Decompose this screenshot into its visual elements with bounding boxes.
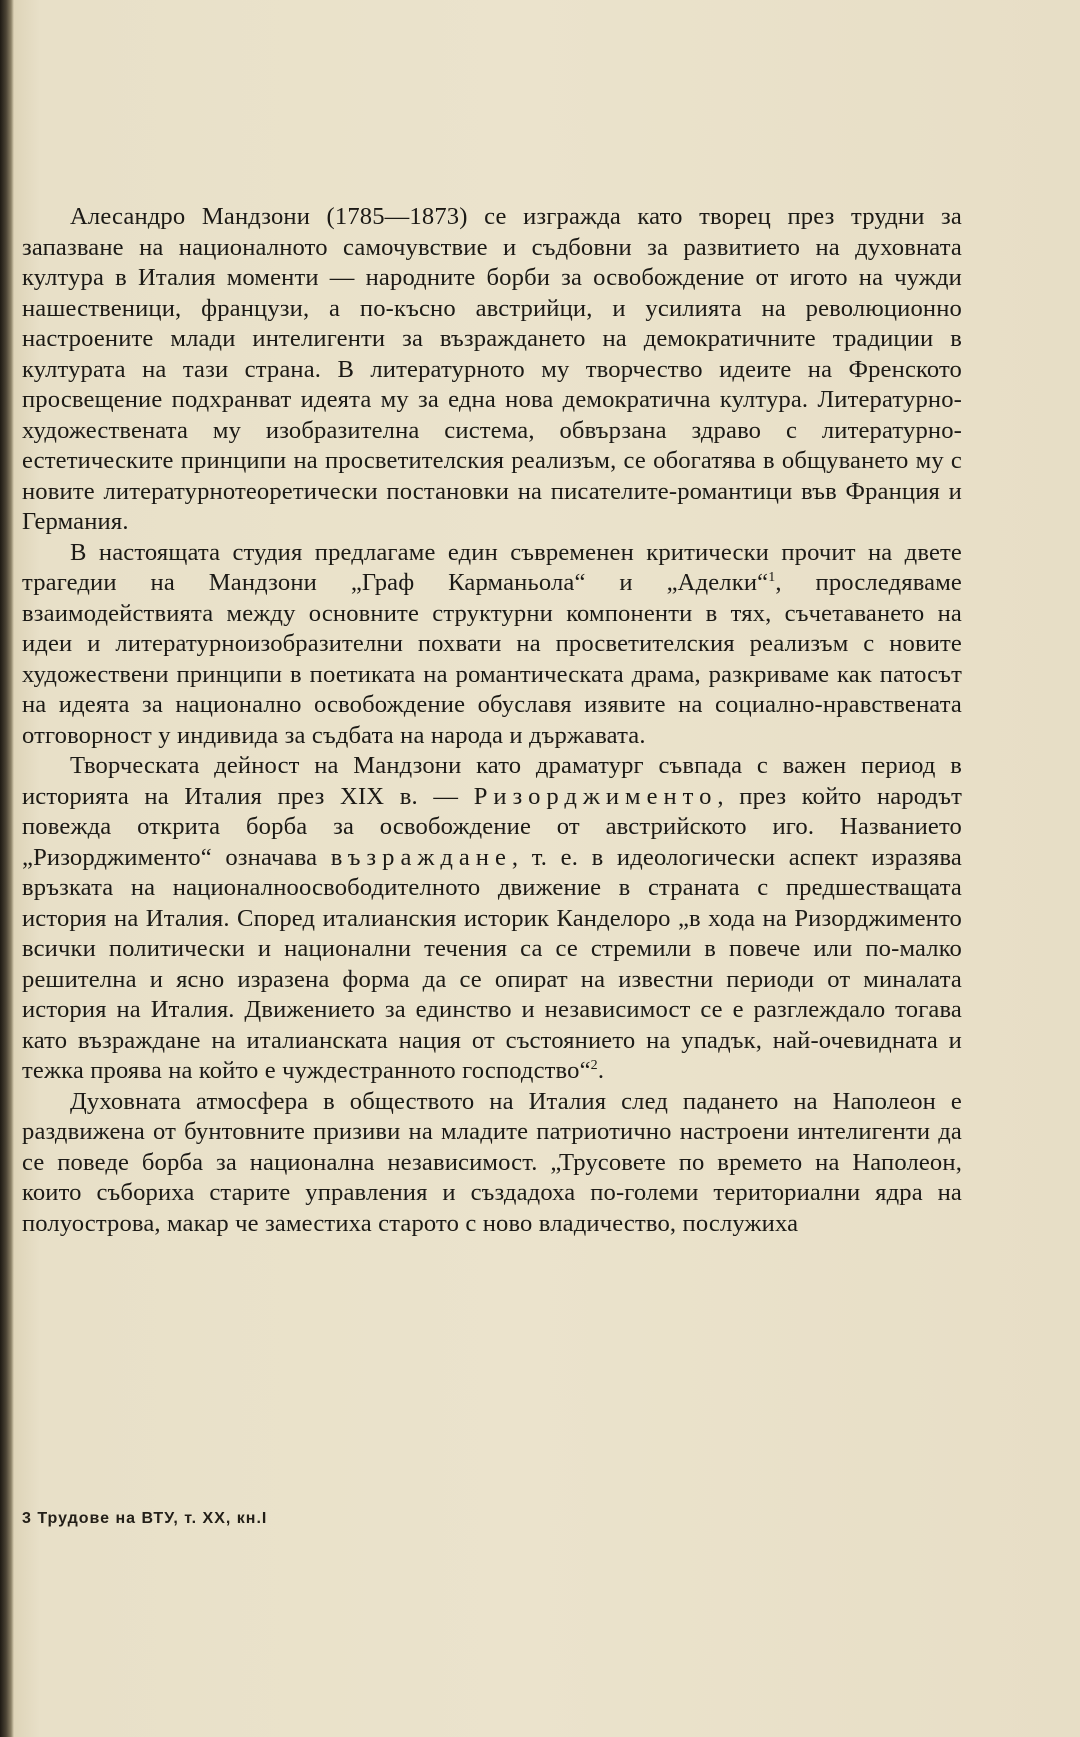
- paragraph-3-text-middle: , през който народът повежда открита борба за освобождение от австрийското иго. Названието „Ризорджименто“ означава: [22, 782, 962, 871]
- paragraph-3-text-start: Творческата дейност на Мандзони като драматург съвпада с важен период в историята на Италия през XIX в. —: [22, 752, 962, 810]
- paragraph-1: [22, 202, 962, 538]
- paragraph-1-text: Алесандро Мандзони (1785—1873) се изгражда като творец през трудни за запазване на националното самочувствие и съдбовни за развитието на духовната култура в Италия моменти — народните борби за освобождение от игото на чужди нашественици, французи, а по-късно австрийци, и усилията на революционно настроените млади интелигенти за възраждането на демократичните традиции в културата на тази страна. В литературното му творчество идеите на Френското просвещение подхранват идеята му за една нова демократична култура. Литературно-художествената му изобразителна система, обвързана здраво с литературно-естетическите принципи на просветителския реализъм, се обогатява в общуването му с новите литературнотеоретически постановки на писателите-романтици във Франция и Германия.: [22, 203, 962, 535]
- paragraph-3-text-end: .: [597, 1057, 605, 1084]
- footnote-ref-2: 2: [590, 1057, 598, 1073]
- body-text: [22, 202, 962, 1239]
- spaced-term-risorgimento: Ризорджименто: [473, 782, 718, 810]
- paragraph-4: [22, 1087, 962, 1240]
- page-footer-signature: 3 Трудове на ВТУ, т. XX, кн.I: [22, 1510, 268, 1527]
- paragraph-2-text-end: , проследяваме взаимодействията между основните структурни компоненти в тях, съчетаването на идеи и литературноизобразителни похвати на просветителския реализъм с новите художествени принципи в поетиката на романтическата драма, разкриваме как патосът на идеята за национално освобождение обуславя изявите на социално-нравствената отговорност у индивида за съдбата на народа и държавата.: [22, 569, 962, 749]
- paragraph-3: [22, 751, 962, 1087]
- paragraph-3-text-after: , т. е. в идеологически аспект изразява връзката на националноосвободителното движение в страната с предшестващата история на Италия. Според италианския историк Канделоро „в хода на Ризорджименто всички политически и национални течения са се стремили в повече или по-малко решителна и ясно изразена форма да се опират на известни периоди от миналата история на Италия. Движението за единство и независимост се е разглеждало тогава като възраждане на италианската нация от състоянието на упадък, най-очевидната и тежка проява на който е чуждестранното господство“: [22, 843, 962, 1084]
- footnote-ref-1: 1: [768, 569, 776, 585]
- paragraph-4-text: Духовната атмосфера в обществото на Италия след падането на Наполеон е раздвижена от бунтовните призиви на младите патриотично настроени интелигенти да се поведе борба за национална независимост. „Трусовете по времето на Наполеон, които събориха старите управления и създадоха по-големи териториални ядра на полуострова, макар че заместиха старото с ново владичество, послужиха: [22, 1087, 962, 1237]
- paragraph-2: [22, 538, 962, 752]
- paragraph-2-text-start: В настоящата студия предлагаме един съвременен критически прочит на двете трагедии на Мандзони „Граф Карманьола“ и „Аделки“: [22, 538, 962, 596]
- page-binding-edge: [0, 0, 14, 1737]
- spaced-term-vazrazhdane: възраждане: [330, 843, 512, 871]
